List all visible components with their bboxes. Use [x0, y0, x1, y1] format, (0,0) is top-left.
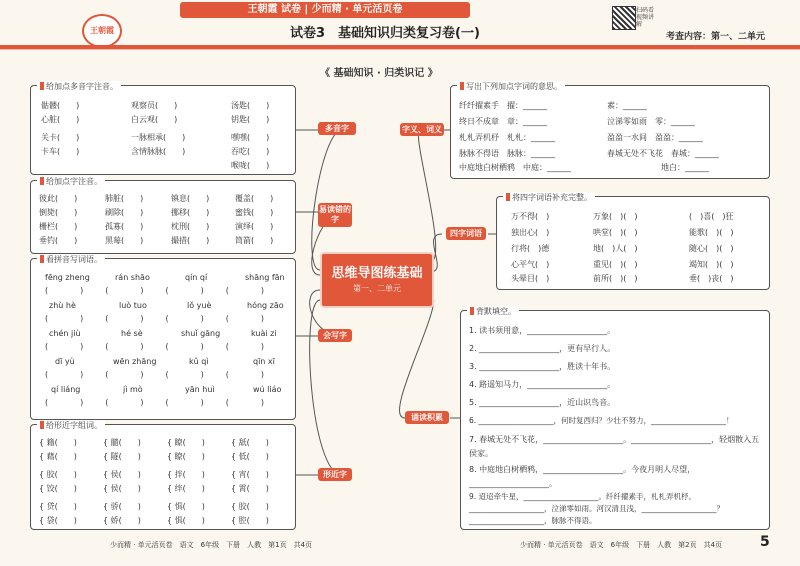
list-item[interactable]: 脉脉不得语 脉脉：______ [459, 149, 555, 158]
panel-title: 给加点多音字注音。 [46, 82, 118, 91]
list-item[interactable]: { 娇( ) [103, 516, 141, 525]
list-item[interactable]: { 侯( ) [103, 470, 141, 479]
list-item[interactable]: { 髓( ) [103, 438, 141, 447]
list-item[interactable]: 垂( )丧( ) [689, 274, 734, 283]
list-item[interactable]: 8. 中庭地白树栖鸦，____________________。今夜月明人尽望，____________________。 [469, 465, 696, 488]
branch-sizi: 四字词语 [446, 227, 486, 240]
section-title: 《 基础知识 · 归类识记 》 [320, 68, 438, 79]
center-subtitle: 第一、二单元 [353, 284, 401, 293]
brand-logo: 王朝霞 [82, 14, 122, 48]
page-number: 5 [760, 534, 770, 550]
list-item[interactable]: 观察员( ) [131, 101, 178, 110]
list-item[interactable]: 4. 路遥知马力，____________________。 [469, 380, 616, 389]
footer-right: 少而精 · 单元活页卷 语文 6年级 下册 人教 第2页 共4页 [520, 541, 723, 549]
branch-xingjin: 形近字 [318, 468, 352, 481]
panel-yidu [30, 177, 296, 254]
list-item[interactable]: { 瞭( ) [167, 452, 205, 461]
list-item[interactable]: { 骄( ) [103, 502, 141, 511]
list-item[interactable]: { 袋( ) [39, 516, 77, 525]
list-item[interactable]: { 贷( ) [39, 502, 77, 511]
pinyin-item: jì mò [123, 385, 143, 394]
list-item[interactable]: 演绎( ) [235, 222, 274, 231]
list-item[interactable]: 彼此( ) [39, 194, 78, 203]
list-item[interactable]: 卡车( ) [41, 147, 80, 156]
panel-huixie [30, 255, 296, 420]
answer-boxes[interactable]: ( ) ( ) ( ) ( ) [45, 370, 266, 379]
answer-boxes[interactable]: ( ) ( ) ( ) ( ) [45, 398, 266, 407]
list-item[interactable]: 重见( )( ) [593, 260, 638, 269]
list-item[interactable]: 素：______ [607, 101, 647, 110]
list-item[interactable]: 7. 春城无处不飞花，____________________。____________________，轻烟散入五侯家。 [469, 435, 760, 458]
list-item[interactable]: { 惧( ) [167, 516, 205, 525]
pinyin-item: rán shāo [115, 273, 150, 282]
panel-xingjin [30, 421, 296, 530]
list-item[interactable]: { 低( ) [231, 452, 269, 461]
pinyin-item: shāng fān [245, 273, 285, 282]
pinyin-item: kǔ qì [189, 357, 209, 366]
list-item[interactable]: 纤纤擢素手 擢：______ [459, 101, 547, 110]
list-item[interactable]: 头晕目( ) [511, 274, 550, 283]
list-item[interactable]: 独出心( ) [511, 228, 550, 237]
list-item[interactable]: 终日不成章 章：______ [459, 117, 547, 126]
list-item[interactable]: 地( )人( ) [593, 244, 638, 253]
mindmap-center [320, 252, 434, 308]
list-item[interactable]: 筒箭( ) [235, 236, 274, 245]
branch-songdu: 诵读积累 [405, 411, 449, 424]
list-item[interactable]: { 饺( ) [39, 484, 77, 493]
list-item[interactable]: 撮措( ) [171, 236, 210, 245]
pinyin-item: chén jiù [49, 329, 81, 338]
list-item[interactable]: 万象( )( ) [593, 212, 638, 221]
list-item[interactable]: { 瞭( ) [167, 438, 205, 447]
list-item[interactable]: 关卡( ) [41, 133, 80, 142]
pinyin-item: zhù hè [49, 301, 76, 310]
list-item[interactable]: 竭知( )( ) [689, 260, 734, 269]
branch-ziyi: 字义、词义 [402, 125, 442, 134]
list-item[interactable]: 盈盈一水间 盈盈：______ [607, 133, 703, 142]
list-item[interactable]: 一脉相承( ) [131, 133, 186, 142]
list-item[interactable]: 5. ____________________，近山识鸟音。 [469, 398, 616, 407]
list-item[interactable]: 前所( )( ) [593, 274, 638, 283]
list-item[interactable]: 刷除( ) [105, 208, 144, 217]
list-item[interactable]: 喉咙( ) [231, 161, 270, 170]
panel-title: 将四字词语补充完整。 [512, 193, 592, 202]
list-item[interactable]: 哄堂( )( ) [593, 228, 638, 237]
list-item[interactable]: { 籍( ) [39, 438, 77, 447]
pinyin-item: hé sè [121, 329, 143, 338]
exam-scope: 考查内容：第一、二单元 [666, 32, 766, 42]
list-item[interactable]: 札札弄机杼 札札：______ [459, 133, 555, 142]
list-item[interactable]: 行将( )德 [511, 244, 550, 253]
qr-caption: 扫码看视频讲解 [636, 7, 655, 28]
pinyin-item: kuài zi [251, 329, 277, 338]
list-item[interactable]: 孤寡( ) [105, 222, 144, 231]
list-item[interactable]: { 霄( ) [231, 484, 269, 493]
exam-title: 试卷3 基础知识归类复习卷(一) [290, 26, 480, 41]
list-item[interactable]: { 惧( ) [167, 502, 205, 511]
list-item[interactable]: { 绊( ) [167, 484, 205, 493]
list-item[interactable]: { 腔( ) [231, 516, 269, 525]
list-item[interactable]: 含情脉脉( ) [131, 147, 186, 156]
list-item[interactable]: 地白：______ [661, 163, 709, 172]
list-item[interactable]: 中庭地白树栖鸦 中庭：______ [459, 163, 571, 172]
connector-songdu [400, 295, 434, 418]
list-item[interactable]: 栅栏( ) [39, 222, 78, 231]
brand-banner: 王朝霞 试卷 | 少而精 · 单元活页卷 [180, 2, 470, 18]
panel-title: 背默填空。 [476, 307, 516, 316]
answer-boxes[interactable]: ( ) ( ) ( ) ( ) [45, 286, 266, 295]
list-item[interactable]: 枕刑( ) [171, 222, 210, 231]
list-item[interactable]: 吞吃( ) [231, 147, 270, 156]
list-item[interactable]: 春城无处不飞花 春城：______ [607, 149, 719, 158]
list-item[interactable]: 汤匙( ) [231, 101, 270, 110]
list-item[interactable]: 镇息( ) [171, 194, 210, 203]
list-item[interactable]: 万不得( ) [511, 212, 550, 221]
list-item[interactable]: 6. ____________________，何时复西归？少壮不努力，____________________！ [469, 416, 734, 425]
list-item[interactable]: 能歌( )( ) [689, 228, 734, 237]
list-item[interactable]: { 舐( ) [231, 438, 269, 447]
pinyin-item: fēng zheng [45, 273, 90, 282]
panel-duoyin [30, 82, 296, 175]
pinyin-item: hóng zāo [247, 301, 284, 310]
list-item[interactable]: 心平气( ) [511, 260, 550, 269]
pinyin-item: qín qí [185, 273, 208, 282]
connector-xingjin [310, 300, 342, 475]
pinyin-item: wú liáo [253, 385, 282, 394]
panel-songdu [460, 307, 770, 530]
list-item[interactable]: 心脏( ) [41, 115, 80, 124]
list-item[interactable]: 9. 迢迢牵牛星，____________________。纤纤擢素手，札札弄机杼。____________________，泣涕零如雨。河汉清且浅，____________________？____________________，脉脉不得语。 [469, 492, 724, 525]
pinyin-item: qīn xī [253, 357, 275, 366]
branch-yidu: 易读错的字 [318, 203, 352, 227]
list-item[interactable]: 倒毙( ) [39, 208, 78, 217]
list-item[interactable]: 黑莓( ) [105, 236, 144, 245]
branch-huixie: 会写字 [318, 329, 352, 342]
list-item[interactable]: { 胶( ) [231, 502, 269, 511]
pinyin-item: shuǐ gāng [181, 329, 221, 338]
connector-duoyin [312, 130, 342, 270]
center-title: 思维导图练基础 [331, 266, 423, 281]
panel-sizi [496, 193, 770, 290]
list-item[interactable]: { 藉( ) [39, 452, 77, 461]
panel-title: 看拼音写词语。 [46, 255, 102, 264]
list-item[interactable]: { 宵( ) [231, 470, 269, 479]
list-item[interactable]: 白云观( ) [131, 115, 178, 124]
answer-boxes[interactable]: ( ) ( ) ( ) ( ) [45, 342, 266, 351]
footer-left: 少而精 · 单元活页卷 语文 6年级 下册 人教 第1页 共4页 [110, 541, 313, 549]
list-item[interactable]: 挪移( ) [171, 208, 210, 217]
list-item[interactable]: { 拌( ) [167, 470, 205, 479]
pinyin-item: lǒ yuè [187, 301, 212, 310]
list-item[interactable]: 钥匙( ) [231, 115, 270, 124]
panel-title: 给形近字组词。 [46, 421, 102, 430]
list-item[interactable]: 3. ____________________，胜读十年书。 [469, 362, 616, 371]
list-item[interactable]: 嘿嘿( ) [231, 133, 270, 142]
list-item[interactable]: 随心( )( ) [689, 244, 734, 253]
list-item[interactable]: 泣涕零如雨 零：______ [607, 117, 695, 126]
panel-title: 给加点字注音。 [46, 177, 102, 186]
list-item[interactable]: { 侯( ) [103, 484, 141, 493]
answer-boxes[interactable]: ( ) ( ) ( ) ( ) [45, 314, 266, 323]
list-item[interactable]: { 胶( ) [39, 470, 77, 479]
list-item[interactable]: 覆盖( ) [235, 194, 274, 203]
list-item[interactable]: 肺脏( ) [105, 194, 144, 203]
list-item[interactable]: { 隧( ) [103, 452, 141, 461]
panel-title: 写出下列加点字词的意思。 [466, 82, 562, 91]
pinyin-item: yān huì [185, 385, 215, 394]
list-item[interactable]: 蜜钱( ) [235, 208, 274, 217]
branch-duoyin: 多音字 [318, 122, 356, 135]
list-item[interactable]: 垂钓( ) [39, 236, 78, 245]
pinyin-item: wēn zhāng [113, 357, 157, 366]
list-item[interactable]: 骷髅( ) [41, 101, 80, 110]
panel-ziyi [450, 82, 770, 179]
pinyin-item: dī yù [55, 357, 75, 366]
pinyin-item: qí liáng [51, 385, 81, 394]
list-item[interactable]: 2. ____________________，更有早行人。 [469, 344, 616, 353]
list-item[interactable]: 1. 读书须用意，____________________。 [469, 326, 616, 335]
pinyin-item: luò tuo [119, 301, 147, 310]
list-item[interactable]: ( )喜( )狂 [689, 212, 734, 221]
